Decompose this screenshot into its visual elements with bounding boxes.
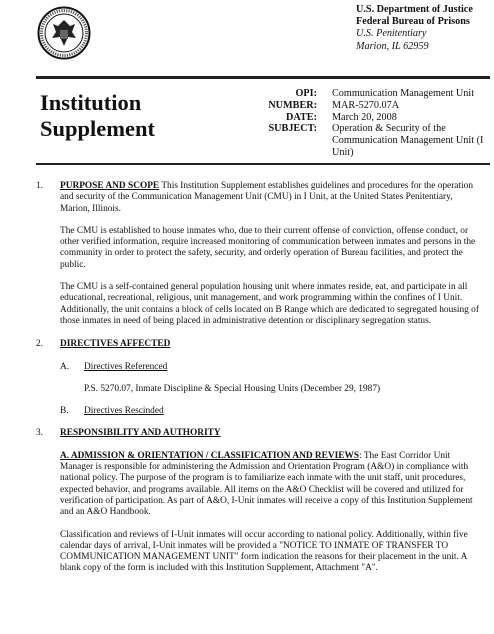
header-fields bbox=[232, 88, 492, 159]
section-3 bbox=[36, 428, 482, 439]
section-2-number: 2. bbox=[36, 339, 44, 350]
number-row bbox=[232, 100, 492, 112]
subject-row bbox=[232, 123, 492, 158]
subject-label: SUBJECT: bbox=[268, 123, 317, 135]
title-line-2: Supplement bbox=[40, 116, 156, 141]
section-3-a-heading: A. ADMISSION & ORIENTATION / CLASSIFICATION AND REVIEWS bbox=[60, 450, 360, 461]
section-3-heading: RESPONSIBILITY AND AUTHORITY bbox=[60, 428, 221, 439]
section-3-a-text: : The East Corridor Unit Manager is responsible for administering the Admission and Orientation Program (A&O) in compliance with national policy. The purpose of the program is to familiarize each inmate with the unit staff, unit procedures, expected behavior, and programs available. All items on the A&O Checklist will be covered and utilized for verification of participation. As part of A&O, I-Unit inmates will receive a copy of this Institution Supplement and an A&O Handbook. bbox=[60, 450, 473, 518]
section-2 bbox=[36, 339, 482, 350]
section-1 bbox=[36, 181, 482, 215]
date-label: DATE: bbox=[286, 111, 317, 123]
document-body bbox=[36, 181, 482, 575]
opi-label: OPI: bbox=[295, 88, 317, 99]
facility-name: U.S. Penitentiary bbox=[356, 28, 427, 40]
section-1-text: This Institution Supplement establishes guidelines and procedures for the operation and security of the Communication Management Unit (CMU) in I Unit, at the United States Penitentiary, Marion, Illinois. bbox=[60, 181, 473, 214]
section-2-b bbox=[60, 406, 482, 417]
header-rule bbox=[36, 163, 490, 165]
section-1-heading: PURPOSE AND SCOPE bbox=[60, 181, 160, 191]
section-2-a bbox=[60, 362, 482, 373]
facility-location: Marion, IL 62959 bbox=[356, 40, 429, 52]
department-name: U.S. Department of Justice bbox=[356, 4, 473, 15]
section-1-para-3: The CMU is a self-contained general population housing unit where inmates reside, eat, and participate in all educational, recreational, religious, unit management, and work programming within the confines of I Unit. Additionally, the unit contains a block of cells located on B Range which are dedicated to segregated housing of those inmates in need of being placed in administrative detention or disciplinary segregation status. bbox=[60, 282, 479, 326]
title-line-1: Institution bbox=[40, 90, 142, 115]
section-3-number: 3. bbox=[36, 428, 44, 439]
section-3-a bbox=[60, 451, 482, 519]
section-2-heading: DIRECTIVES AFFECTED bbox=[60, 339, 171, 350]
opi-row bbox=[232, 88, 492, 100]
doj-seal-logo bbox=[37, 6, 91, 60]
section-1-para-2: The CMU is established to house inmates who, due to their current offense of conviction, offense conduct, or other verified information, require increased monitoring of communication between inmates and persons in the community in order to protect the safety, security, and orderly operation of Bureau facilities, and protect the public. bbox=[60, 225, 476, 270]
date-row bbox=[232, 112, 492, 124]
section-2-a-reference: P.S. 5270.07, Inmate Discipline & Special Housing Units (December 29, 1987) bbox=[84, 383, 381, 394]
section-2-a-letter: A. bbox=[60, 361, 70, 372]
number-label: NUMBER: bbox=[268, 99, 317, 111]
agency-block bbox=[356, 4, 473, 53]
document-title bbox=[40, 90, 155, 142]
subject-value: Operation & Security of the Communication Management Unit (I Unit) bbox=[332, 123, 484, 158]
opi-value: Communication Management Unit bbox=[332, 88, 475, 99]
section-2-b-label: Directives Rescinded bbox=[84, 406, 164, 417]
top-rule bbox=[36, 76, 490, 79]
section-2-a-label: Directives Referenced bbox=[84, 361, 168, 372]
section-3-para-2: Classification and reviews of I-Unit inmates will occur according to national policy. Additionally, within five calendar days of arrival, I-Unit inmates will be provided a "NOTICE TO INMATE OF TRANSFER TO COMMUNICATION MANAGEMENT UNIT" form indication the reasons for their placement in the unit. A blank copy of the form is included with this Institution Supplement, Attachment "A". bbox=[60, 529, 468, 574]
section-1-number: 1. bbox=[36, 181, 44, 191]
number-value: MAR-5270.07A bbox=[332, 99, 400, 111]
section-2-b-letter: B. bbox=[60, 406, 69, 417]
bureau-name: Federal Bureau of Prisons bbox=[356, 16, 470, 28]
date-value: March 20, 2008 bbox=[332, 111, 397, 123]
